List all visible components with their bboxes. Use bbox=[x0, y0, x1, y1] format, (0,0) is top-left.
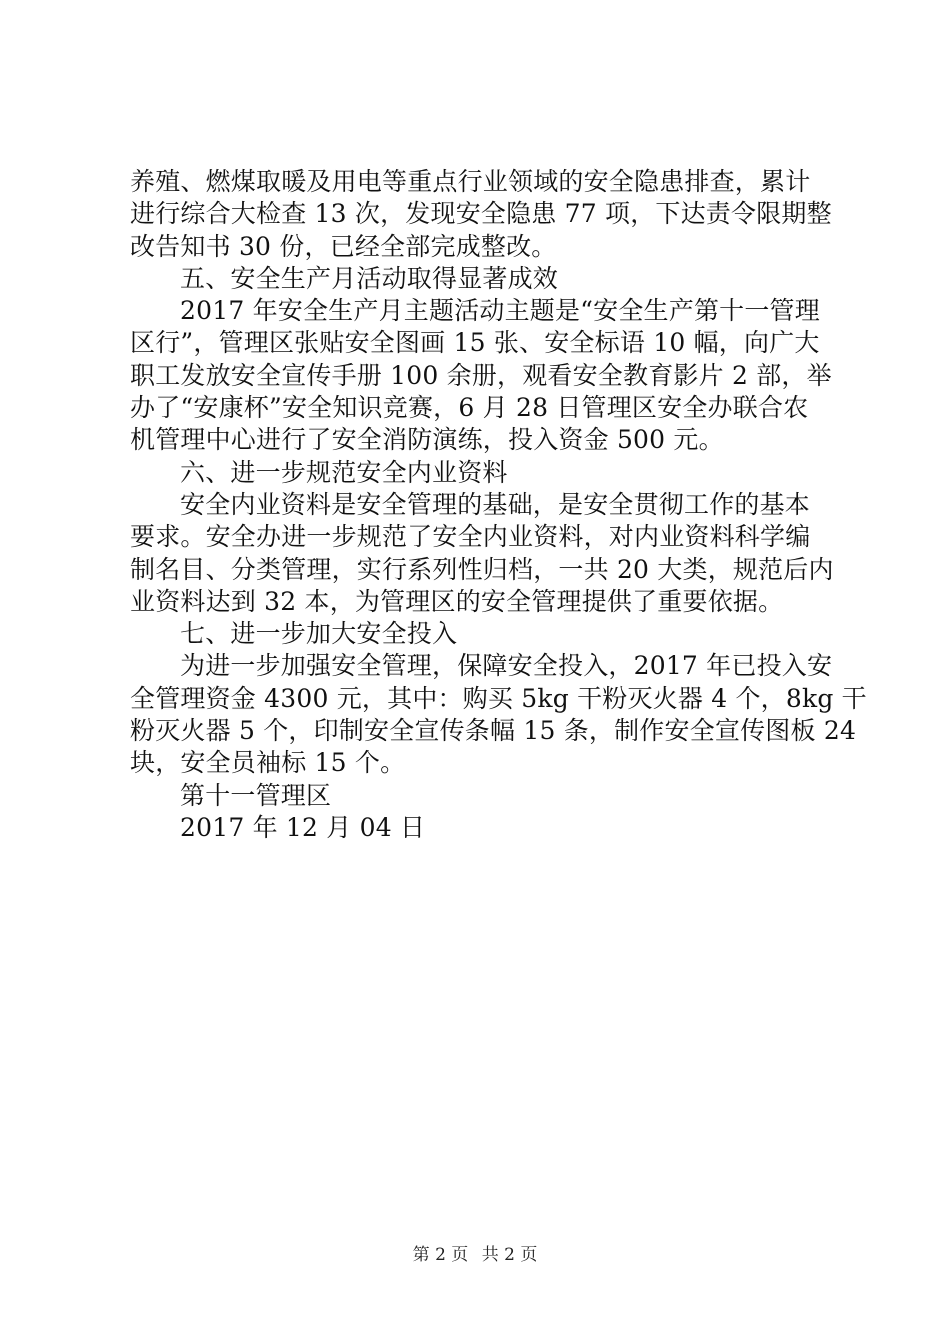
page-number: 第 2 页 bbox=[412, 1245, 469, 1265]
text-line: 为进一步加强安全管理，保障安全投入，2017 年已投入安 bbox=[180, 651, 833, 681]
text-line: 机管理中心进行了安全消防演练，投入资金 500 元。 bbox=[130, 425, 724, 455]
text-line: 制名目、分类管理，实行系列性归档，一共 20 大类，规范后内 bbox=[130, 554, 834, 584]
text-line: 全管理资金 4300 元，其中：购买 5kg 干粉灭火器 4 个，8kg 干 bbox=[130, 683, 867, 713]
section-heading-6: 六、进一步规范安全内业资料 bbox=[180, 457, 508, 487]
section-heading-5: 五、安全生产月活动取得显著成效 bbox=[180, 263, 559, 293]
signature-organization: 第十一管理区 bbox=[180, 780, 332, 810]
text-line: 养殖、燃煤取暖及用电等重点行业领域的安全隐患排查，累计 bbox=[130, 167, 811, 196]
text-line: 改告知书 30 份，已经全部完成整改。 bbox=[130, 231, 557, 261]
text-line: 业资料达到 32 本，为管理区的安全管理提供了重要依据。 bbox=[130, 586, 784, 616]
text-line: 粉灭火器 5 个，印制安全宣传条幅 15 条，制作安全宣传图板 24 bbox=[130, 716, 857, 746]
text-line: 2017 年安全生产月主题活动主题是“安全生产第十一管理 bbox=[180, 296, 820, 326]
page-total: 共 2 页 bbox=[481, 1245, 538, 1265]
page-footer bbox=[0, 1243, 950, 1267]
document-body bbox=[130, 166, 867, 844]
text-line: 块，安全员袖标 15 个。 bbox=[130, 748, 406, 778]
text-line: 区行”，管理区张贴安全图画 15 张、安全标语 10 幅，向广大 bbox=[130, 328, 820, 358]
text-line: 职工发放安全宣传手册 100 余册，观看安全教育影片 2 部，举 bbox=[130, 360, 832, 390]
signature-date: 2017 年 12 月 04 日 bbox=[180, 812, 426, 842]
text-line: 安全内业资料是安全管理的基础，是安全贯彻工作的基本 bbox=[180, 489, 811, 519]
text-line: 进行综合大检查 13 次，发现安全隐患 77 项，下达责令限期整 bbox=[130, 199, 832, 229]
text-line: 要求。安全办进一步规范了安全内业资料，对内业资料科学编 bbox=[130, 522, 811, 552]
section-heading-7: 七、进一步加大安全投入 bbox=[180, 619, 458, 649]
text-line: 办了“安康杯”安全知识竞赛，6 月 28 日管理区安全办联合农 bbox=[130, 393, 809, 423]
